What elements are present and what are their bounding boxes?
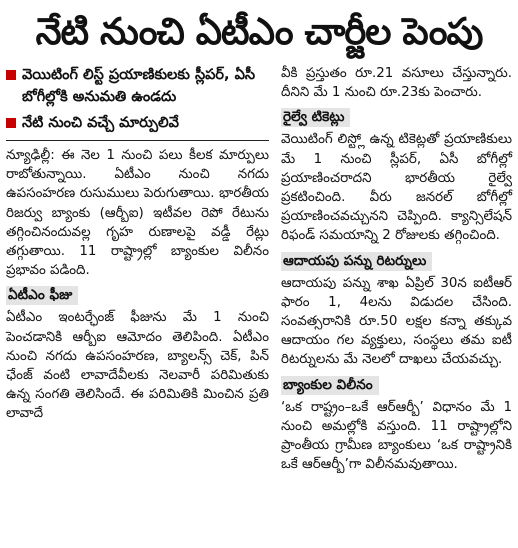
article-columns bbox=[6, 64, 512, 542]
bank-paragraph: ‘ఒక రాష్ట్రం–ఒకే ఆర్ఆర్బీ’ విధానం మే 1 నుంచి అమల్లోకి వస్తుంది. 11 రాష్ట్రాల్లోని ప్రాంతీయ గ్రామీణ బ్యాంకులు ‘ఒక రాష్ట్రానికి ఒకే ఆర్ఆర్బీ’గా విలీనమవుతాయి. bbox=[281, 399, 512, 473]
bullet-item bbox=[6, 112, 269, 134]
bullet-item bbox=[6, 64, 269, 108]
bullet-text: నేటి నుంచి వచ్చే మార్పులివే bbox=[22, 115, 179, 131]
subheading-bank-merger: బ్యాంకుల విలీనం bbox=[281, 376, 379, 395]
left-column bbox=[6, 64, 269, 542]
red-square-bullet-icon bbox=[6, 118, 16, 128]
headline: నేటి నుంచి ఏటీఎం చార్జీల పెంపు bbox=[35, 10, 483, 53]
subheading-atm-fee: ఏటీఎం ఫీజు bbox=[6, 286, 78, 305]
right-column bbox=[281, 64, 512, 542]
tax-paragraph: ఆదాయపు పన్ను శాఖ ఏప్రిల్ 30న ఐటీఆర్ ఫారం 1, 4లను విడుదల చేసింది. సంవత్సరానికి రూ.50 లక్షల కన్నా తక్కువ ఆదాయం గల వ్యక్తులు, సంస్థలు తమ ఐటీ రిటర్నులను మే నెలలో దాఖలు చేయవచ్చు. bbox=[281, 275, 512, 368]
continued-paragraph: వీకి ప్రస్తుతం రూ.21 వసూలు చేస్తున్నారు. దీనిని మే 1 నుంచి రూ.23కు పెంచారు. bbox=[281, 66, 512, 101]
red-square-bullet-icon bbox=[6, 70, 16, 80]
divider bbox=[6, 140, 269, 141]
subheading-income-tax: ఆదాయపు పన్ను రిటర్నులు bbox=[281, 252, 432, 271]
intro-paragraph: న్యూఢిల్లీ: ఈ నెల 1 నుంచి పలు కీలక మార్పులు రాబోతున్నాయి. ఏటీఎం నుంచి నగదు ఉపసంహరణ రుసుములు పెరుగుతాయి. భారతీయ రిజర్వు బ్యాంకు (ఆర్బీఐ) ఇటీవల రెపో రేటును తగ్గించినందువల్ల గృహ రుణాలపై వడ్డీ రేట్లు తగ్గుతాయి. 11 రాష్ట్రాల్లో బ్యాంకుల విలీనం ప్రభావం పడింది. bbox=[6, 148, 269, 279]
atm-paragraph: ఏటీఎం ఇంటర్ఛేంజ్ ఫీజును మే 1 నుంచి పెంచడానికి ఆర్బీఐ ఆమోదం తెలిపింది. ఏటీఎం నుంచి నగదు ఉపసంహరణ, బ్యాలన్స్ చెక్, పిన్ ఛేంజ్ వంటి లావాదేవీలకు నెలవారీ పరిమితుకు ఉన్న సంగతి తెలిసిందే. ఈ పరిమితికి మించిన ప్రతి లావాదే bbox=[6, 310, 269, 422]
subheading-railway: రైల్వే టికెట్లు bbox=[281, 108, 350, 127]
bullet-text: వెయిటింగ్ లిస్ట్ ప్రయాణికులకు స్లీపర్, ఏసీ బోగీల్లోకి అనుమతి ఉండదు bbox=[22, 67, 256, 105]
railway-paragraph: వెయిటింగ్ లిస్ట్లో ఉన్న టికెట్లతో ప్రయాణికులు మే 1 నుంచి స్లీపర్, ఏసీ బోగీల్లో ప్రయాణించరాదని భారతీయ రైల్వే ప్రకటించింది. వీరు జనరల్ బోగీల్లో ప్రయాణించవచ్చునని చెప్పింది. క్యాన్సిలేషన్ రిఫండ్ సమయాన్ని 2 రోజులకు తగ్గించింది. bbox=[281, 132, 512, 244]
highlight-bullets bbox=[6, 64, 269, 134]
